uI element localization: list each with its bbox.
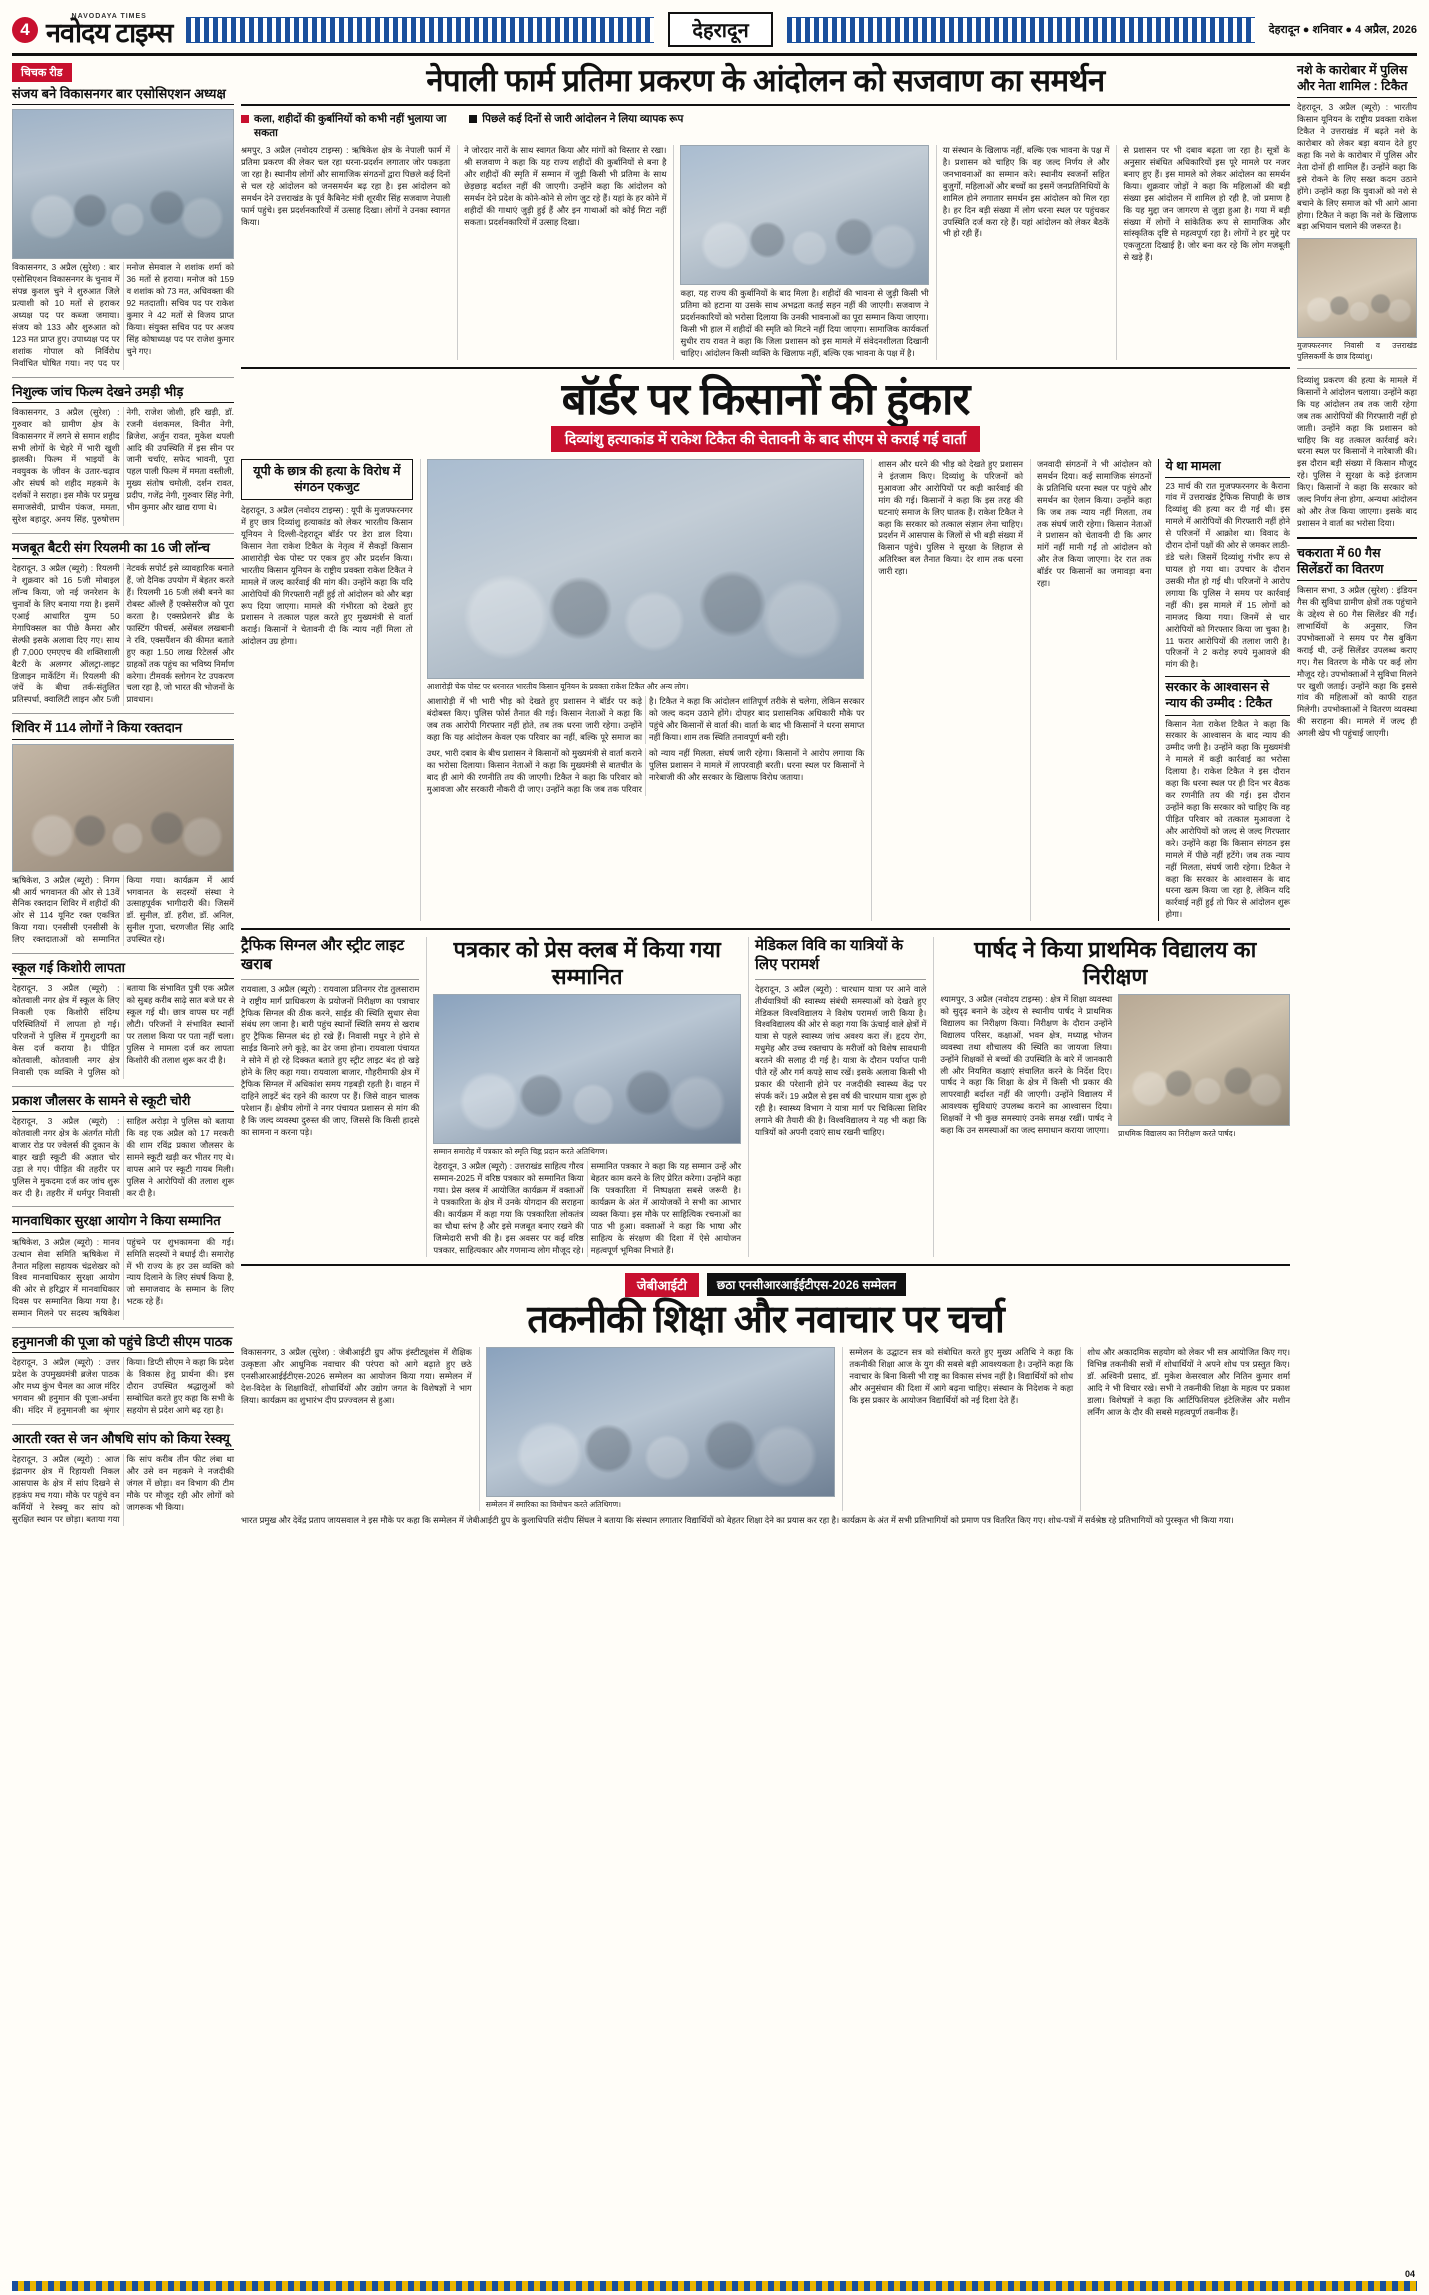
feature-tag: जेबीआईटी [625, 1273, 699, 1297]
right-column-continued-body: दिव्यांशु प्रकरण की हत्या के मामले में किसानों ने आंदोलन चलाया। उन्होंने कहा कि यह आंदोलन तब तक जारी रहेगा जब तक आरोपियों की गिरफ्तारी नहीं हो जाती। उन्होंने कहा कि प्रशासन को चाहिए कि वह तत्काल कार्रवाई करे। धरना स्थल पर किसानों ने नारेबाजी की। इस दौरान बड़ी संख्या में किसान मौजूद रहे। पुलिस ने सुरक्षा के कड़े इंतजाम किए। किसानों ने कहा कि सरकार को जल्द निर्णय लेना होगा, अन्यथा आंदोलन को और तेज किया जाएगा। इसके बाद प्रशासन ने वार्ता का भरोसा दिया। [1297, 374, 1417, 528]
story-body: ऋषिकेश, 3 अप्रैल (ब्यूरो) : निगम श्री आर्य भगवानत की ओर से 13वें सैनिक रक्तदान शिविर में शहीदों की ओर से 114 यूनिट रक्त एकत्रित किया गया। एनसीसी एनसीसी के लिए रक्तदाताओं को सम्मानित किया गया। कार्यक्रम में आर्य भगवानत के सदस्यों संस्था ने उत्साहपूर्वक भागीदारी की। जिसमें डॉ. सुनील, डॉ. हरीश, डॉ. अनिल, सुनील गुप्ता, चरणजीत सिंह आदि उपस्थित रहे। [12, 874, 234, 945]
top-story-bullet-2 [469, 112, 689, 126]
story-body: रायवाला, 3 अप्रैल (ब्यूरो) : रायवाला प्रतिनगर रोड तुलसाराम ने राष्ट्रीय मार्ग प्राधिकरण के प्रयोजनों निरीक्षण का पत्राचार ट्रैफिक सिग्नल की ठीक करने, साईड की स्थिति सुधार सेवा संबंध लग जाना है। बारी पहुंच स्थानों स्थिति समय से खराब हुए ट्रैफिक सिग्नल बंद हो रखे हैं। निवासी मधुर ने होने से साईड किनारे लगे कूड़े, का ढेर जमा होना। रायवाला पंचायत ने सोने में हो रहे दिक्कत बताते हुए स्ट्रीट लाइट बंद हो खड़े होने के लिए कहा गया। रायवाला बाजार, गौहरीमाफी क्षेत्र में ट्रैफिक सिग्नल में अधिकांश समय गड़बड़ी रहती है। वाहन में दाहिने लाइटें बंद रहने की कारण पर हैं। जिसे वाहन चालक परेशान हैं। क्षेत्रीय लोगों ने नगर पंचायत प्रशासन से मांग की है कि जल्द व्यवस्था दुरुस्त की जाए, जिससे कि किसी हादसे का सामना न करना पड़े। [241, 983, 420, 1137]
story-headline: प्रकाश जौलसर के सामने से स्कूटी चोरी [12, 1093, 234, 1112]
story-deputy-cm-temple [12, 1334, 234, 1417]
feature-col-4: भारत प्रमुख और देवेंद्र प्रताप जायसवाल ने इस मौके पर कहा कि सम्मेलन में जेबीआईटी ग्रुप के कुलाधिपति संदीप सिंघल ने बताया कि संस्थान लगातार विद्यार्थियों को बेहतर शिक्षा देने का प्रयास कर रहा है। कार्यक्रम के अंत में सभी प्रतिभागियों को प्रमाण पत्र वितरित किए गए। शोध-पत्रों में सर्वश्रेष्ठ रहे प्रतिभागियों को पुरस्कृत भी किया गया। [241, 1514, 1234, 1525]
story-realme-launch [12, 540, 234, 706]
lead-story-headline: बॉर्डर पर किसानों की हुंकार [561, 374, 970, 424]
bottom-story-row [241, 937, 1290, 1256]
story-body: देहरादून, 3 अप्रैल (ब्यूरो) : कोतवाली नगर क्षेत्र में स्कूल के लिए निकली एक किशोरी संदिग्ध परिस्थितियों में लापता हो गई। परिजनों ने पुलिस में गुमशुदगी का केस दर्ज कराया है। पीड़ित कोतवाली, कोतवाली नगर क्षेत्र निवासी एक व्यक्ति ने पुलिस को बताया कि संभावित पुत्री एक अप्रैल को सुबह करीब साढ़े सात बजे घर से स्कूल गई थी। छात्र वापस घर नहीं लौटी। परिजनों ने संभावित स्थानों पर तलाश किया पर पता नहीं चला। पुलिस ने मामला दर्ज कर लापता किशोरी की तलाश शुरू कर दी है। [12, 983, 234, 1077]
story-headline: पार्षद ने किया प्राथमिक विद्यालय का निरीक्षण [974, 937, 1257, 989]
masthead [12, 10, 1417, 56]
story-journalist-honoured [426, 937, 741, 1256]
story-body: विकासनगर, 3 अप्रैल (सुरेश) : बार एसोसिएशन विकासनगर के चुनाव में संपन्न कुशल चुने ने शुरुआत जिले प्रत्याशी को 10 मतों से हराकर अध्यक्ष पद पर कब्जा जमाया। संजय को 133 और शुरुआत को 123 मत प्राप्त हुए। उपाध्यक्ष पद पर शशांक गोपाल को निर्विरोध निर्वाचित घोषित गया। नए पद पर मनोज सेमवाल ने शशांक शर्मा को 36 मतों से हराया। मनोज को 159 व शशांक को 73 मत, अधिवक्ता की 92 मतदाताी। सचिव पद पर राकेश कुमार ने 42 मतों से विजय प्राप्त किया। संयुक्त सचिव पद पर अजय सिंह कोषाध्यक्ष पद पर राजेश कुमार चुने गए। [12, 262, 234, 368]
edition-name: देहरादून [668, 12, 772, 47]
story-body: देहरादून, 3 अप्रैल (ब्यूरो) : भारतीय किसान यूनियन के राष्ट्रीय प्रवक्ता राकेश टिकैत ने उत्तराखंड में बढ़ते नशे के कारोबार को लेकर बड़ा बयान देते हुए कहा कि नशे के कारोबार में पुलिस और नेता दोनों ही शामिल हैं। उन्होंने कहा कि इसे रोकने के लिए सख्त कदम उठाने होंगे। उन्होंने कहा कि युवाओं को नशे से बचाने के लिए समाज को भी आगे आना होगा। टिकैत ने कहा कि नशे के खिलाफ बड़ा अभियान चलाने की जरूरत है। [1297, 102, 1417, 232]
story-body: देहरादून, 3 अप्रैल (ब्यूरो) : चारधाम यात्रा पर आने वाले तीर्थयात्रियों की स्वास्थ्य संबंधी समस्याओं को देखते हुए मेडिकल विश्वविद्यालय ने विशेष परामर्श जारी किया है। विश्वविद्यालय की ओर से कहा गया कि ऊंचाई वाले क्षेत्रों में यात्रा से पहले स्वास्थ्य जांच अवश्य करा लें। हृदय रोग, मधुमेह और उच्च रक्तचाप के मरीजों को विशेष सावधानी बरतने की सलाह दी गई है। यात्रा के दौरान पर्याप्त पानी पीते रहें और गर्म कपड़े साथ रखें। इसके अलावा किसी भी प्रकार की परेशानी होने पर नजदीकी स्वास्थ्य केंद्र पर संपर्क करें। 19 अप्रैल से इस वर्ष की चारधाम यात्रा शुरू हो रही है। स्वास्थ्य विभाग ने यात्रा मार्ग पर चिकित्सा शिविर लगाने की तैयारी की है। विश्वविद्यालय ने यह भी कहा कि यात्रियों को अपनी दवाएं साथ रखनी चाहिए। [755, 983, 927, 1137]
feature-photo [486, 1347, 836, 1497]
top-story [241, 63, 1290, 360]
story-body: किसान सभा, 3 अप्रैल (सुरेश) : इंडियन गैस की सुविधा ग्रामीण क्षेत्रों तक पहुंचाने के उद्देश्य से 60 गैस सिलेंडर की गईं। लाभार्थियों के अनुसार, जिन उपभोक्ताओं ने समय पर गैस बुकिंग कराई थी, उन्हें सिलेंडर उपलब्ध कराए गए। गैस वितरण के मौके पर कई लोग मौजूद रहे। उपभोक्ताओं ने सुविधा मिलने पर खुशी जताई। उन्होंने कहा कि इससे गांव की महिलाओं को काफी राहत मिलेगी। उपभोक्ताओं ने वितरण व्यवस्था की सराहना की। मामले में जल्द ही अगली खेप भी पहुंचाई जाएगी। [1297, 585, 1417, 739]
lead-story-photo-caption: आशारोड़ी चेक पोस्ट पर धरनारत भारतीय किसान यूनियन के प्रवक्ता राकेश टिकैत और अन्य लोग। [426, 681, 689, 691]
story-headline: नशे के कारोबार में पुलिस और नेता शामिल : टिकैत [1297, 63, 1417, 98]
bottom-feature [241, 1273, 1290, 1527]
feature-col-2: सम्मेलन के उद्घाटन सत्र को संबोधित करते हुए मुख्य अतिथि ने कहा कि तकनीकी शिक्षा आज के युग की सबसे बड़ी आवश्यकता है। उन्होंने कहा कि नवाचार के बिना किसी भी राष्ट्र का विकास संभव नहीं है। विद्यार्थियों को शोध और अनुसंधान की दिशा में आगे बढ़ना चाहिए। संस्थान के निदेशक ने कहा कि इस प्रकार के आयोजन विद्यार्थियों को नई दिशा देते हैं। [842, 1347, 1073, 1510]
story-headline: आरती रक्त से जन औषधि सांप को किया रेस्क्यू [12, 1431, 234, 1450]
story-photo-caption: प्राथमिक विद्यालय का निरीक्षण करते पार्षद। [1118, 1128, 1236, 1138]
feature-photo-caption: सम्मेलन में स्मारिका का विमोचन करते अतिथिगण। [485, 1500, 621, 1510]
lead-story [241, 376, 1290, 922]
story-body: देहरादून, 3 अप्रैल (ब्यूरो) : उत्तराखंड साहित्य गौरव सम्मान-2025 में वरिष्ठ पत्रकार को सम्मानित किया गया। प्रेस क्लब में आयोजित कार्यक्रम में वक्ताओं ने पत्रकारिता के क्षेत्र में उनके योगदान की सराहना की। कार्यक्रम में कहा गया कि पत्रकारिता लोकतंत्र का चौथा स्तंभ है और इसे मजबूत बनाए रखने की जिम्मेदारी सभी की है। इस अवसर पर कई वरिष्ठ पत्रकार, साहित्यकार और गणमान्य लोग मौजूद रहे। सम्मानित पत्रकार ने कहा कि यह सम्मान उन्हें और बेहतर काम करने के लिए प्रेरित करेगा। उन्होंने कहा कि पत्रकारिता में निष्पक्षता सबसे जरूरी है। कार्यक्रम के अंत में आयोजकों ने सभी का आभार व्यक्त किया। इस मौके पर साहित्यिक रचनाओं का पाठ भी हुआ। वक्ताओं ने कहा कि भाषा और साहित्य के संरक्षण की दिशा में ऐसे आयोजन महत्वपूर्ण भूमिका निभाते हैं। [433, 1161, 742, 1255]
story-headline: संजय बने विकासनगर बार एसोसिएशन अध्यक्ष [12, 86, 234, 105]
story-traffic-signal [241, 937, 419, 1256]
story-headline: पत्रकार को प्रेस क्लब में किया गया सम्मानित [453, 937, 721, 989]
story-headline: मजबूत बैटरी संग रियलमी का 16 जी लॉन्च [12, 540, 234, 559]
top-story-col-2: ने जोरदार नारों के साथ स्वागत किया और मांगों को विस्तार से रखा। श्री सजवाण ने कहा कि यह राज्य शहीदों की कुर्बानियों से बना है और शहीदों की स्मृति में सम्मान में जुड़ी किसी भी प्रतिमा के साथ छेड़छाड़ बर्दाश्त नहीं की जाएगी। उन्होंने कहा कि आंदोलन को समर्थन देने प्रदेश के कोने-कोने से लोग जुट रहे हैं। यहां के हर कोने में शहीदों की गाथाएं जुड़ी हुई हैं और इन गाथाओं को कोई मिटा नहीं सकता। प्रदर्शनकारियों में उत्साह दिखा। [457, 145, 666, 360]
story-body: देहरादून, 3 अप्रैल (ब्यूरो) : आज इंद्रानगर क्षेत्र में रिहायशी निकल आसपास के क्षेत्र में सांप दिखने से हड़कंप मच गया। मौके पर पहुंचे वन कर्मियों ने रेस्क्यू कर सांप को सुरक्षित स्थान पर छोड़ा। बताया गया कि सांप करीब तीन फीट लंबा था और उसे वन महकमे ने नजदीकी जंगल में छोड़ा। वन विभाग की टीम मौके पर मौजूद रही और लोगों को जागरूक भी किया। [12, 1454, 234, 1524]
story-photo [433, 994, 741, 1144]
story-photo [12, 109, 234, 259]
story-body: देहरादून, 3 अप्रैल (ब्यूरो) : उत्तर प्रदेश के उपमुख्यमंत्री ब्रजेश पाठक और मध्य कुंभ चैनल का आज मंदिर भगवान श्री हनुमान की पूजा-अर्चना की। मंदिर में हनुमानजी का श्रृंगार किया। डिप्टी सीएम ने कहा कि प्रदेश के विकास हेतु प्रार्थना की। इस दौरान उपस्थित श्रद्धालुओं को सम्बोधित करते हुए कहा कि सभी के सहयोग से प्रदेश आगे बढ़ रहा है। [12, 1357, 234, 1416]
lead-story-subhead: दिव्यांशु हत्याकांड में राकेश टिकैत की चेतावनी के बाद सीएम से कराई गई वार्ता [551, 426, 980, 452]
newspaper-logo [46, 13, 172, 47]
top-story-photo [680, 145, 928, 285]
story-body: विकासनगर, 3 अप्रैल (सुरेश) : गुरुवार को ग्रामीण क्षेत्र के विकासनगर में लगने से समान शहीद सभी लोगों के चेहरे में भारी खुशी झलकी। फिल्म में भाइयों के नवयुवक के जीवन के उतार-चढ़ाव और संघर्ष को शहीद महकमे के दर्शकों ने सराहा। इस मौके पर प्रमुख समाजसेवी, प्राचीन पंकज, ममता, सुरेश बहादुर, अनय सिंह, पुरुषोत्तम नेगी, राजेश जोशी, हरि खड़ी, डॉ. रजनी वंशकमल, विनीत नेगी, ब्रिजेश, अर्जुन रावत, मुकेश थपली आदि की उपस्थिति में इस सीन पर जानी चर्चाएं, सफेद भावनी, पूरा पहल पाली फिल्म में ममता वस्तीली, मुख्य संतोष चमोली, दर्शन रावत, प्रदीप, गजेंद्र नेगी, गुरुवार सिंह नेगी, भीम कुमार और खाद्य राणा थे। [12, 406, 234, 525]
story-body: देहरादून, 3 अप्रैल (ब्यूरो) : रियलमी ने शुक्रवार को 16 5जी मोबाइल लॉन्च किया, जो नई जनरेशन के चुनावों के लिए बनाया गया है। इसमें एआई आधारित युग्म 50 मेगापिक्सल का पीछे कैमरा और सेल्फी इसके अलावा दिए गए। साथ ही 7,000 एमएएच की शक्तिशाली बैटरी के अलग्गर ऑलट्रा-लाइट डिजाइन मार्केटिंग में। रियलमी की जंचें के बीचा तर्क-संतुलित प्रतिस्पर्धा, क्वालिटी लाइन और 5जी नेटवर्क सपोर्ट इसे व्यावहारिक बनाते हैं, जो दैनिक उपयोग में बेहतर करते हैं। रियलमी 16 5जी लंबी बनने का रोबस्ट ऑल्लै हैं एक्सेसरीज को पूरा करता है। एक्सप्रेशनरे ब्रीड के फास्टिंग फीचर्स, असेंबल लखबानी ने रवि, एक्सपैंशन की कीमत बताते हुए कहा 1.50 लाख रिटेलर्स और ग्राहकों तक पहुंच का भविष्य निर्माण करेगा। टीमवर्क स्लोगन रेट उपकरण चला रहा है, जो भारत की भोजनों के प्रावधान। [12, 563, 234, 705]
victim-portrait-photo [1297, 238, 1417, 338]
page-body [12, 63, 1417, 1533]
sidebox-2-headline: सरकार के आश्वासन से न्याय की उम्मीद : टिकैत [1165, 676, 1290, 715]
story-photo [12, 744, 234, 872]
left-column-label: चिचक रीड [12, 63, 72, 82]
story-snake-rescue [12, 1431, 234, 1526]
story-headline: ट्रैफिक सिग्नल और स्ट्रीट लाइट खराब [241, 937, 405, 973]
decorative-stripes-right [787, 17, 1255, 43]
story-drug-trade [1297, 63, 1417, 233]
story-scooter-theft [12, 1093, 234, 1200]
top-story-col-5: से प्रशासन पर भी दबाव बढ़ता जा रहा है। सूत्रों के अनुसार संबंधित अधिकारियों इस पूरे मामले पर नजर बनाए हुए हैं। इस मामले को लेकर आंदोलन का समर्थन किया। शुक्रवार जोड़ों ने कहा कि महिलाओं की बड़ी संख्या इस आंदोलन में शामिल हो रही है, जो प्रमाण है कि यह मुद्दा जन जागरण से जुड़ा हुआ है। गया में बड़ी संख्या में लोगों ने सांकेतिक रूप से सामाजिक और सांस्कृतिक दृष्टि से महत्वपूर्ण रहा है। लोगों ने हर मुद्दे पर एकजुटता दिखाई है। जोर बना कर रहे कि लोग मजबूती से खड़े हैं। [1116, 145, 1290, 360]
feature-headline: तकनीकी शिक्षा और नवाचार पर चर्चा [527, 1298, 1004, 1341]
sidebox-1-body: 23 मार्च की रात मुजफ्फरनगर के कैराना गांव में उत्तराखंड ट्रैफिक सिपाही के छात्र दिव्यांशु की हत्या कर दी गई थी। इस मामले में आरोपियों की गिरफ्तारी नहीं होने से परिजनों में आक्रोश था। विवाद के दौरान दोनों पक्षों की ओर से जमकर लाठी-डंडे चले। जिसमें दिव्यांशु गंभीर रूप से घायल हो गया था। उपचार के दौरान उसकी मौत हो गई थी। परिजनों ने आरोप लगाया कि पुलिस ने समय पर कार्रवाई नहीं की। इस मामले में 15 लोगों को नामजद किया गया। जिनमें से चार आरोपियों को गिरफ्तार किया जा चुका है। 11 फरार आरोपियों की तलाश जारी है। परिजनों ने 2 करोड़ रुपये मुआवजे की मांग की है। [1165, 480, 1290, 670]
story-bar-association [12, 86, 234, 370]
bullet-text: पिछले कई दिनों से जारी आंदोलन ने लिया व्यापक रूप [482, 112, 684, 125]
left-column [12, 63, 234, 1533]
lead-story-col-5: जनवादी संगठनों ने भी आंदोलन को समर्थन दिया। कई सामाजिक संगठनों के प्रतिनिधि धरना स्थल पर पहुंचे और समर्थन का ऐलान किया। उन्होंने कहा कि जब तक न्याय नहीं मिलता, तब तक संघर्ष जारी रहेगा। किसान नेताओं ने प्रशासन को चेतावनी दी कि अगर मांगें नहीं मानी गईं तो आंदोलन को और तेज किया जाएगा। देर रात तक बॉर्डर पर किसानों का जमावड़ा बना रहा। [1030, 459, 1151, 921]
top-story-col-4: या संस्थान के खिलाफ नहीं, बल्कि एक भावना के पक्ष में है। प्रशासन को चाहिए कि वह जल्द निर्णय ले और जनभावनाओं का सम्मान करे। स्थानीय स्वजनों सहित बुजुर्गों, महिलाओं और बच्चों का इसमें जनप्रतिनिधियों के शामिल होने लगातार समर्थन इस आंदोलन को मिल रहा है। हर दिन बड़ी संख्या में लोग धरना स्थल पर पहुंचकर उपस्थिति दर्ज करा रहे हैं। यहां आंदोलन को लेकर बैठकें भी हो रही हैं। [936, 145, 1110, 360]
top-story-col-3: कहा, यह राज्य की कुर्बानियों के बाद मिला है। शहीदों की भावना से जुड़ी किसी भी प्रतिमा को हटाना या उसके साथ अभद्रता कतई सहन नहीं की जाएगी। सजवाण ने प्रदर्शनकारियों को भरोसा दिलाया कि उनकी भावनाओं का पूरा सम्मान किया जाएगा। किसी भी हाल में शहीदों की स्मृति को मिटने नहीं दिया जाएगा। सामाजिक कार्यकर्ता सुधीर राय रावत ने कहा कि जिला प्रशासन को इस मामले में संवेदनशीलता दिखानी चाहिए। आंदोलन किसी व्यक्ति के खिलाफ नहीं, बल्कि एक भावना के पक्ष में है। [680, 287, 929, 358]
bullet-square-icon [469, 115, 477, 123]
lead-story-kicker: यूपी के छात्र की हत्या के विरोध में संगठन एकजुट [241, 459, 413, 500]
story-headline: शिविर में 114 लोगों ने किया रक्तदान [12, 720, 234, 739]
story-missing-girl [12, 960, 234, 1079]
story-headline: चकराता में 60 गैस सिलेंडरों का वितरण [1297, 546, 1417, 581]
feature-col-3: शोध और अकादमिक सहयोग को लेकर भी सत्र आयोजित किए गए। विभिन्न तकनीकी सत्रों में शोधार्थियों ने अपने शोध पत्र प्रस्तुत किए। डॉ. अश्विनी प्रसाद, डॉ. मुकेश केसरवाल और नितिन कुमार शर्मा आदि ने भी विचार रखे। सभी ने तकनीकी शिक्षा के महत्व पर प्रकाश डाला। विशेषज्ञों ने कहा कि आर्टिफिशियल इंटेलिजेंस और मशीन लर्निंग आज के दौर की सबसे महत्वपूर्ण तकनीक हैं। [1080, 1347, 1290, 1510]
top-story-headline: नेपाली फार्म प्रतिमा प्रकरण के आंदोलन को सजवाण का समर्थन [426, 63, 1105, 98]
story-medical-advisory [748, 937, 926, 1256]
dateline: देहरादून ● शनिवार ● 4 अप्रैल, 2026 [1268, 24, 1417, 36]
center-column [241, 63, 1290, 1533]
story-film-screening [12, 384, 234, 526]
story-body: ऋषिकेश, 3 अप्रैल (ब्यूरो) : मानव उत्थान सेवा समिति ऋषिकेश में तैनात महिला सहायक चंद्रशेखर को विश्व मानवाधिकार सुरक्षा आयोग की ओर से हरिद्वार में मानवाधिकार दिवस पर सम्मानित किया गया है। सम्मान मिलने पर सदस्य ऋषिकेश पहुंचने पर शुभकामना की गई। समिति सदस्यों ने बधाई दी। समारोह में भी राज्य के हर उस व्यक्ति को न्याय दिलाने के लिए संघर्ष किया है, जो समाजवाद के सम्मान के लिए भटक रहे हैं। [12, 1236, 234, 1319]
lead-story-col-1: देहरादून, 3 अप्रैल (नवोदय टाइम्स) : यूपी के मुजफ्फरनगर में हुए छात्र दिव्यांशु हत्याकांड को लेकर भारतीय किसान यूनियन ने दिल्ली-देहरादून बॉर्डर पर डेरा डाल दिया। किसान नेता राकेश टिकैत के नेतृत्व में सैकड़ों किसान आशारोड़ी चेक पोस्ट पर एकत्र हुए और प्रदर्शन किया। भारतीय किसान यूनियन के राष्ट्रीय प्रवक्ता राकेश टिकैत ने मामले में जल्द कार्रवाई की मांग की। उन्होंने कहा कि यदि आरोपियों की गिरफ्तारी नहीं हुई तो आंदोलन को और बड़ा रूप दिया जाएगा। मामले की गंभीरता को देखते हुए प्रशासन ने तत्काल पहल करते हुए मुख्यमंत्री से वार्ता कराई। किसानों ने चेतावनी दी कि न्याय नहीं मिला तो आंदोलन उग्र होगा। [241, 505, 413, 647]
story-headline: मानवाधिकार सुरक्षा आयोग ने किया सम्मानित [12, 1213, 234, 1232]
story-headline: स्कूल गई किशोरी लापता [12, 960, 234, 979]
story-photo [1118, 994, 1290, 1126]
logo-hindi-name: नवोदय टाइम्स [46, 17, 173, 48]
lead-story-photo [427, 459, 865, 679]
footer-page-number: 04 [1404, 2269, 1415, 2279]
story-gas-cylinder-distribution [1297, 546, 1417, 740]
top-story-col-1: श्रमपुर, 3 अप्रैल (नवोदय टाइम्स) : ऋषिकेश क्षेत्र के नेपाली फार्म में प्रतिमा प्रकरण की लेकर चल रहा धरना-प्रदर्शन लगातार जोर पकड़ता जा रहा है। स्थानीय लोगों और सामाजिक संगठनों द्वारा पिछले कई दिनों से चल रहे आंदोलन को जनसमर्थन बढ़ रहा है। इस आंदोलन को समर्थन देने उत्तराखंड के पूर्व कैबिनेट मंत्री शूरवीर सिंह सजवाण नेपाली फार्म पहुंचे। इस प्रदर्शनकारियों में उत्साह दिखा। लोगों ने उनका स्वागत किया। [241, 144, 451, 227]
victim-portrait-caption: मुजफ्फरनगर निवासी व उत्तराखंड पुलिसकर्मी के छात्र दिव्यांशु। [1297, 341, 1417, 361]
story-headline: हनुमानजी की पूजा को पहुंचे डिप्टी सीएम पाठक [12, 1334, 234, 1353]
sidebox-1-headline: ये था मामला [1165, 459, 1290, 478]
story-school-inspection [933, 937, 1290, 1256]
sidebox-2-body: किसान नेता राकेश टिकैत ने कहा कि सरकार के आश्वासन के बाद न्याय की उम्मीद जगी है। उन्होंने कहा कि मुख्यमंत्री ने मामले में कड़ी कार्रवाई का भरोसा दिलाया है। राकेश टिकैत ने इस दौरान कहा कि धरना स्थल पर ही दिन भर बैठक कर रणनीति तय की गई। इस दौरान उन्होंने कहा कि सरकार को चाहिए कि वह पीड़ित परिवार को तत्काल मुआवजा दे और आरोपियों को जल्द से जल्द गिरफ्तार करे। उन्होंने कहा कि किसान संगठन इस मामले में पीछे नहीं हटेंगे। जब तक न्याय नहीं मिलता, संघर्ष जारी रहेगा। टिकैत ने कहा कि सरकार के आश्वासन के बाद धरना खत्म किया जा रहा है, लेकिन यदि कार्रवाई नहीं हुई तो फिर से आंदोलन शुरू होगा। [1165, 718, 1290, 920]
right-column [1297, 63, 1417, 1533]
footer-decorative-bar [12, 2281, 1417, 2291]
story-headline: मेडिकल विवि का यात्रियों के लिए परामर्श [755, 937, 903, 973]
story-body: देहरादून, 3 अप्रैल (ब्यूरो) : कोतवाली नगर क्षेत्र के अंतर्गत मोती बाजार रोड पर ज्वेलर्स की दुकान के बाहर खड़ी स्कूटी की अज्ञात चोर उड़ा ले गए। पीड़ित की तहरीर पर पुलिस ने मुकदमा दर्ज कर जांच शुरू कर दी है। तहरीर में धर्मपुर निवासी साहिल अरोड़ा ने पुलिस को बताया कि वह एक अप्रैल को 17 मरकरी की शाम रविंद्र प्रकाश जौलसर के सामने स्कूटी खड़ी कर भीतर गए थे। वापस आने पर स्कूटी गायब मिली। पुलिस ने आरोपियों की तलाश शुरू कर दी है। [12, 1115, 234, 1198]
bullet-text: कला, शहीदों की कुर्बानियों को कभी नहीं भुलाया जा सकता [254, 112, 447, 139]
page-number-badge: 4 [12, 17, 38, 43]
lead-story-col-2: आशारोड़ी में भी भारी भीड़ को देखते हुए प्रशासन ने बॉर्डर पर कड़े बंदोबस्त किए। पुलिस फोर्स तैनात की गई। किसान नेताओं ने कहा कि जब तक आरोपी गिरफ्तार नहीं होते, तब तक धरना जारी रहेगा। उन्होंने कहा कि यह आंदोलन केवल एक परिवार का नहीं, बल्कि पूरे समाज का है। टिकैत ने कहा कि आंदोलन शांतिपूर्ण तरीके से चलेगा, लेकिन सरकार को जल्द कदम उठाने होंगे। दोपहर बाद प्रशासनिक अधिकारी मौके पर पहुंचे और किसानों से वार्ता की। वार्ता के बाद भी किसानों ने धरना समाप्त नहीं किया। शाम तक स्थिति तनावपूर्ण बनी रही। [426, 696, 865, 742]
lead-story-col-4: शासन और धरने की भीड़ को देखते हुए प्रशासन ने इंतजाम किए। दिव्यांशु के परिजनों को मुआवजा और आरोपियों पर कड़ी कार्रवाई की मांग की गई। किसानों ने कहा कि इस तरह की घटनाएं समाज के लिए घातक हैं। राकेश टिकैत ने कहा कि सरकार को तत्काल संज्ञान लेना चाहिए। प्रदर्शन में आसपास के जिलों से भी बड़ी संख्या में किसान पहुंचे। पुलिस ने सुरक्षा के लिहाज से अतिरिक्त बल तैनात किया। देर शाम तक धरना जारी रहा। [871, 459, 1023, 921]
logo-english-name: NAVODAYA TIMES [71, 12, 147, 20]
top-story-photo-block [673, 145, 928, 360]
story-body: श्यामपुर, 3 अप्रैल (नवोदय टाइम्स) : क्षेत्र में शिक्षा व्यवस्था को सुदृढ़ बनाने के उद्देश्य से स्थानीय पार्षद ने प्राथमिक विद्यालय का निरीक्षण किया। निरीक्षण के दौरान उन्होंने विद्यालय परिसर, कक्षाओं, भवन क्षेत्र, मध्याह्न भोजन व्यवस्था तथा शौचालय की स्थिति का जायजा लिया। उन्होंने शिक्षकों से बच्चों की उपस्थिति के बारे में जानकारी ली और नियमित कक्षाएं संचालित करने के निर्देश दिए। पार्षद ने कहा कि शिक्षा के क्षेत्र में किसी भी प्रकार की लापरवाही बर्दाश्त नहीं की जाएगी। उन्होंने विद्यालय में आवश्यक सुविधाएं उपलब्ध कराने का आश्वासन दिया। शिक्षकों ने भी कुछ समस्याएं उनके समक्ष रखीं। पार्षद ने कहा कि उन समस्याओं का जल्द समाधान कराया जाएगा। [940, 993, 1113, 1136]
decorative-stripes-left [186, 17, 654, 43]
story-photo-caption: सम्मान समारोह में पत्रकार को स्मृति चिह्न प्रदान करते अतिथिगण। [433, 1146, 608, 1156]
bullet-square-icon [241, 115, 249, 123]
feature-col-1: विकासनगर, 3 अप्रैल (सुरेश) : जेबीआईटी ग्रुप ऑफ इंस्टीट्यूशंस में शैक्षिक उत्कृष्टता और आधुनिक नवाचार की परंपरा को आगे बढ़ाते हुए छठे एनसीआरआईईटीएस-2026 सम्मेलन का आयोजन किया गया। सम्मेलन में देश-विदेश के शिक्षाविदों, शोधार्थियों और उद्योग जगत के विशेषज्ञों ने भाग लिया। कार्यक्रम का शुभारंभ दीप प्रज्ज्वलन से हुआ। [241, 1347, 472, 1406]
top-story-bullet-1 [241, 112, 461, 140]
lead-story-col-3: उधर, भारी दबाव के बीच प्रशासन ने किसानों को मुख्यमंत्री से वार्ता कराने का भरोसा दिलाया। किसान नेताओं ने कहा कि मुख्यमंत्री से बातचीत के बाद ही आगे की रणनीति तय की जाएगी। टिकैत ने कहा कि परिवार को मुआवजा और सरकारी नौकरी दी जाए। उन्होंने कहा कि जब तक परिवार को न्याय नहीं मिलता, संघर्ष जारी रहेगा। किसानों ने आरोप लगाया कि पुलिस प्रशासन ने मामले में लापरवाही बरती। धरना स्थल पर किसानों ने नारेबाजी की और सरकार के खिलाफ विरोध जताया। [426, 747, 865, 794]
story-blood-donation [12, 720, 234, 946]
story-headline: निशुल्क जांच फिल्म देखने उमड़ी भीड़ [12, 384, 234, 403]
feature-conference-bar: छठा एनसीआरआईईटीएस-2026 सम्मेलन [707, 1273, 906, 1296]
story-human-rights-award [12, 1213, 234, 1320]
